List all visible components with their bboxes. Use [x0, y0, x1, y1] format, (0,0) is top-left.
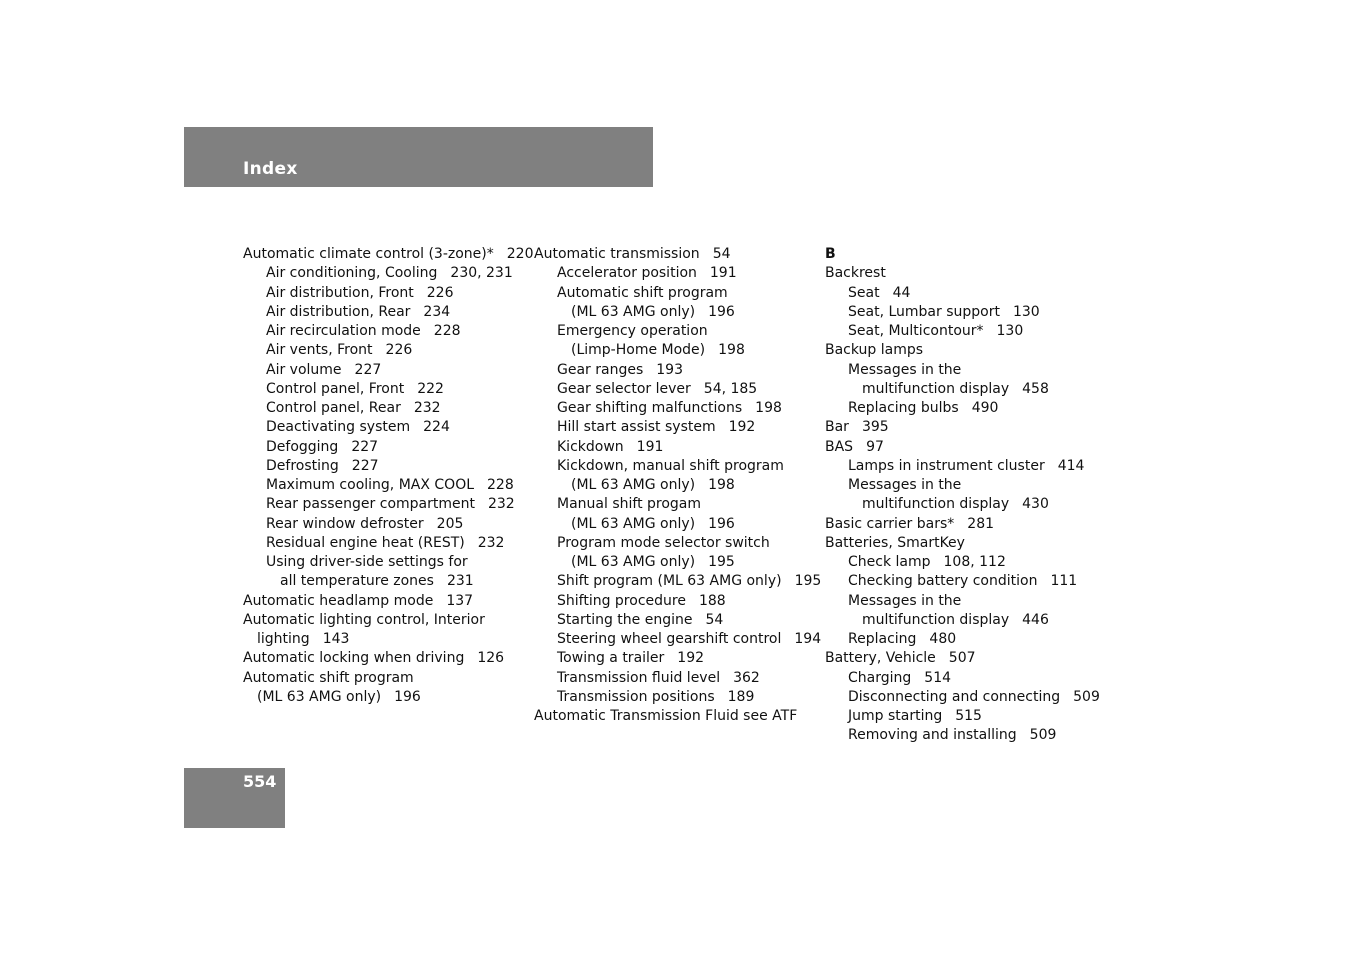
index-entry: [243, 457, 528, 476]
index-entry: [243, 669, 528, 688]
index-entry-text: (ML 63 AMG only): [571, 477, 696, 493]
index-entry: [825, 438, 1110, 457]
index-entry-text: multifunction display: [862, 380, 1010, 397]
index-entry-text: Control panel, Rear: [266, 400, 401, 416]
index-entry: [534, 341, 819, 360]
index-entry: [825, 341, 1110, 360]
index-entry-page: 227: [351, 457, 379, 474]
index-entry-page: 130: [996, 323, 1024, 339]
index-entry-page: 227: [351, 438, 379, 455]
index-entry: [825, 303, 1110, 322]
index-entry: [243, 630, 528, 649]
index-entry-page: 232: [413, 400, 441, 416]
index-letter-heading: [825, 245, 1110, 264]
index-entry-text: Transmission fluid level: [557, 669, 721, 686]
index-entry-page: 108, 112: [943, 554, 1006, 570]
index-entry: [243, 592, 528, 611]
index-entry-text: Replacing bulbs: [848, 400, 959, 416]
index-entry: [825, 726, 1110, 745]
index-entry-text: Automatic climate control (3-zone)*: [243, 246, 494, 262]
index-entry-text: Air recirculation mode: [266, 323, 421, 339]
page-title: Index: [243, 159, 298, 179]
index-entry: [825, 380, 1110, 399]
index-entry-page: 54, 185: [703, 380, 758, 397]
index-entry-page: 430: [1022, 496, 1049, 513]
index-entry-text: all temperature zones: [280, 573, 434, 590]
index-entry: [534, 611, 819, 630]
index-entry-page: 111: [1050, 573, 1078, 590]
index-entry: [534, 669, 819, 688]
index-entry-page: 228: [433, 323, 461, 339]
index-entry-page: 189: [727, 688, 755, 705]
index-entry: [825, 361, 1110, 380]
index-entry: [534, 303, 819, 322]
index-entry-page: 228: [487, 477, 514, 493]
index-entry-text: lighting: [257, 631, 310, 647]
index-entry: [243, 361, 528, 380]
index-entry: [243, 303, 528, 322]
index-entry-page: 480: [929, 631, 957, 647]
index-entry-text: Gear selector lever: [557, 380, 691, 397]
index-entry: [243, 399, 528, 418]
index-entry-text: Backrest: [825, 265, 886, 282]
page-number-box: [184, 768, 285, 828]
index-entry: [534, 553, 819, 572]
index-entry: [825, 457, 1110, 476]
index-entry-page: 227: [354, 361, 382, 378]
index-entry-page: 231: [446, 573, 474, 590]
index-entry-text: Battery, Vehicle: [825, 650, 936, 667]
index-entry-text: Messages in the: [848, 592, 962, 609]
index-entry-text: Rear window defroster: [266, 515, 424, 532]
index-entry-page: 446: [1022, 611, 1049, 628]
index-entry: [243, 438, 528, 457]
index-entry: [534, 361, 819, 380]
index-entry: [825, 264, 1110, 283]
index-entry-page: 509: [1073, 688, 1100, 705]
index-entry-text: (ML 63 AMG only): [571, 515, 696, 532]
index-entry-text: multifunction display: [862, 496, 1010, 513]
index-entry-text: Messages in the: [848, 477, 962, 493]
index-entry-page: 192: [728, 419, 756, 436]
index-entry-page: 196: [394, 688, 421, 705]
index-entry-page: 281: [967, 515, 995, 532]
index-entry-page: 130: [1012, 303, 1040, 320]
index-entry-text: Starting the engine: [557, 611, 693, 628]
index-entry-page: 193: [656, 361, 683, 378]
index-entry-text: Manual shift progam: [557, 496, 702, 513]
index-entry: [534, 688, 819, 707]
index-entry-page: 414: [1057, 457, 1085, 474]
page-number: 554: [243, 772, 277, 791]
index-entry-page: 196: [708, 515, 735, 532]
index-entry: [825, 418, 1110, 437]
index-entry: [243, 418, 528, 437]
index-entry-text: Automatic lighting control, Interior: [243, 611, 485, 628]
index-entry: [825, 515, 1110, 534]
index-entry-text: Bar: [825, 419, 849, 436]
index-entry-text: Automatic shift program: [243, 669, 414, 686]
index-entry-page: 232: [477, 534, 505, 551]
index-entry-text: Air distribution, Rear: [266, 303, 411, 320]
index-entry-text: multifunction display: [862, 611, 1010, 628]
index-entry: [825, 611, 1110, 630]
index-entry: [534, 592, 819, 611]
index-entry-text: Defogging: [266, 438, 339, 455]
index-entry: [825, 553, 1110, 572]
index-entry-page: 515: [955, 708, 982, 724]
index-entry-text: Air volume: [266, 361, 342, 378]
index-entry-text: Defrosting: [266, 457, 339, 474]
index-entry-text: (ML 63 AMG only): [571, 554, 696, 570]
index-entry-page: 143: [322, 631, 350, 647]
index-entry: [825, 495, 1110, 514]
index-entry-page: 54: [712, 246, 731, 262]
index-entry-text: Hill start assist system: [557, 419, 716, 436]
index-entry: [534, 380, 819, 399]
index-entry: [825, 592, 1110, 611]
index-entry: [534, 245, 819, 264]
index-entry: [825, 630, 1110, 649]
index-entry-text: Disconnecting and connecting: [848, 688, 1061, 705]
index-entry-text: Backup lamps: [825, 342, 924, 359]
index-entry-text: Check lamp: [848, 554, 931, 570]
index-entry-page: 188: [698, 592, 726, 609]
index-entry-page: 220: [506, 246, 534, 262]
index-entry: [243, 284, 528, 303]
index-entry-text: B: [825, 246, 836, 262]
index-entry-text: Batteries, SmartKey: [825, 534, 965, 551]
index-entry-text: Jump starting: [848, 708, 943, 724]
index-entry: [534, 284, 819, 303]
index-entry-page: 191: [709, 265, 737, 282]
index-entry-page: 196: [708, 303, 735, 320]
index-entry-text: Automatic Transmission Fluid see ATF: [534, 708, 798, 724]
index-entry: [243, 572, 528, 591]
index-entry-text: Residual engine heat (REST): [266, 534, 465, 551]
index-entry-page: 395: [861, 419, 889, 436]
index-entry: [534, 322, 819, 341]
index-entry: [825, 688, 1110, 707]
index-column-3: [825, 245, 1110, 746]
index-entry: [534, 515, 819, 534]
index-entry-text: Automatic locking when driving: [243, 650, 465, 667]
index-entry: [243, 611, 528, 630]
index-entry-text: Charging: [848, 669, 912, 686]
index-entry-text: Automatic transmission: [534, 246, 700, 262]
index-entry-text: Seat, Lumbar support: [848, 303, 1000, 320]
index-entry: [243, 245, 534, 264]
index-entry: [243, 495, 528, 514]
index-entry-text: Steering wheel gearshift control: [557, 631, 782, 647]
index-entry-page: 514: [924, 669, 952, 686]
header-bar: [184, 127, 653, 187]
index-entry-page: 198: [708, 477, 735, 493]
index-entry: [534, 418, 819, 437]
index-column-1: [243, 245, 534, 707]
index-entry: [243, 688, 528, 707]
index-entry-text: Gear ranges: [557, 361, 644, 378]
index-entry: [534, 572, 822, 591]
index-entry: [243, 380, 528, 399]
index-entry-page: 194: [794, 631, 822, 647]
index-entry-page: 205: [436, 515, 464, 532]
index-entry-page: 507: [948, 650, 976, 667]
index-entry-page: 195: [794, 573, 822, 590]
index-entry: [534, 534, 819, 553]
index-entry-text: Air vents, Front: [266, 342, 373, 359]
index-entry-page: 362: [733, 669, 760, 686]
index-entry-text: Air conditioning, Cooling: [266, 265, 438, 282]
index-entry-text: Rear passenger compartment: [266, 496, 475, 513]
index-entry: [825, 534, 1110, 553]
index-entry-page: 226: [426, 284, 454, 301]
index-entry-page: 54: [705, 611, 724, 628]
index-entry-text: Shifting procedure: [557, 592, 686, 609]
index-entry-text: BAS: [825, 438, 854, 455]
index-entry-page: 458: [1022, 380, 1049, 397]
index-entry-page: 509: [1029, 727, 1057, 744]
index-entry-text: (ML 63 AMG only): [257, 688, 382, 705]
index-entry: [534, 457, 819, 476]
index-entry-text: Towing a trailer: [557, 650, 665, 667]
index-entry-text: Basic carrier bars*: [825, 515, 955, 532]
index-entry-text: Messages in the: [848, 361, 962, 378]
index-entry: [534, 264, 819, 283]
index-entry: [243, 476, 528, 495]
index-entry-text: Shift program (ML 63 AMG only): [557, 573, 782, 590]
index-entry: [825, 399, 1110, 418]
index-entry-text: (ML 63 AMG only): [571, 303, 696, 320]
index-entry: [243, 553, 528, 572]
index-entry: [825, 284, 1110, 303]
index-entry-text: Accelerator position: [557, 265, 697, 282]
index-entry-page: 191: [636, 438, 664, 455]
index-entry-page: 126: [477, 650, 505, 667]
index-entry-page: 137: [446, 592, 474, 609]
index-entry-text: Automatic shift program: [557, 284, 728, 301]
index-entry: [243, 341, 528, 360]
index-entry-text: Transmission positions: [557, 688, 715, 705]
index-entry-text: (Limp-Home Mode): [571, 342, 706, 359]
index-entry-page: 234: [423, 303, 451, 320]
index-entry-text: Using driver-side settings for: [266, 554, 468, 570]
index-entry: [825, 649, 1110, 668]
index-entry-page: 198: [755, 400, 782, 416]
index-entry-page: 230, 231: [450, 265, 513, 282]
index-entry-text: Maximum cooling, MAX COOL: [266, 477, 475, 493]
index-entry-page: 192: [677, 650, 705, 667]
index-entry: [825, 476, 1110, 495]
index-entry-text: Lamps in instrument cluster: [848, 457, 1045, 474]
index-entry-text: Kickdown, manual shift program: [557, 457, 784, 474]
index-entry: [243, 264, 528, 283]
index-entry-page: 44: [892, 284, 911, 301]
index-entry: [534, 495, 819, 514]
index-column-2: [534, 245, 822, 726]
index-entry-page: 222: [417, 380, 444, 397]
index-entry: [534, 438, 819, 457]
index-entry-page: 195: [708, 554, 735, 570]
index-entry: [534, 399, 819, 418]
index-entry: [243, 322, 528, 341]
index-entry-text: Deactivating system: [266, 419, 411, 436]
index-entry-text: Replacing: [848, 631, 917, 647]
index-entry-text: Air distribution, Front: [266, 284, 414, 301]
index-entry: [825, 322, 1110, 341]
index-entry-page: 224: [423, 419, 450, 436]
index-entry-text: Seat, Multicontour*: [848, 323, 984, 339]
index-entry-page: 490: [971, 400, 999, 416]
index-entry: [243, 515, 528, 534]
index-entry-text: Checking battery condition: [848, 573, 1038, 590]
index-entry: [534, 649, 819, 668]
index-entry-page: 97: [866, 438, 884, 455]
index-entry-text: Seat: [848, 284, 880, 301]
index-entry-page: 232: [487, 496, 515, 513]
index-entry-text: Emergency operation: [557, 323, 708, 339]
index-entry-text: Removing and installing: [848, 727, 1017, 744]
index-entry: [825, 572, 1110, 591]
index-entry-page: 226: [385, 342, 413, 359]
index-entry-text: Kickdown: [557, 438, 624, 455]
index-entry: [534, 630, 822, 649]
index-entry: [243, 534, 528, 553]
index-entry: [534, 476, 819, 495]
index-entry: [243, 649, 528, 668]
index-entry: [825, 707, 1110, 726]
index-entry-page: 198: [718, 342, 745, 359]
index-entry: [534, 707, 819, 726]
index-entry: [825, 669, 1110, 688]
index-entry-text: Program mode selector switch: [557, 534, 770, 551]
index-entry-text: Automatic headlamp mode: [243, 592, 434, 609]
index-entry-text: Control panel, Front: [266, 380, 405, 397]
index-entry-text: Gear shifting malfunctions: [557, 400, 743, 416]
